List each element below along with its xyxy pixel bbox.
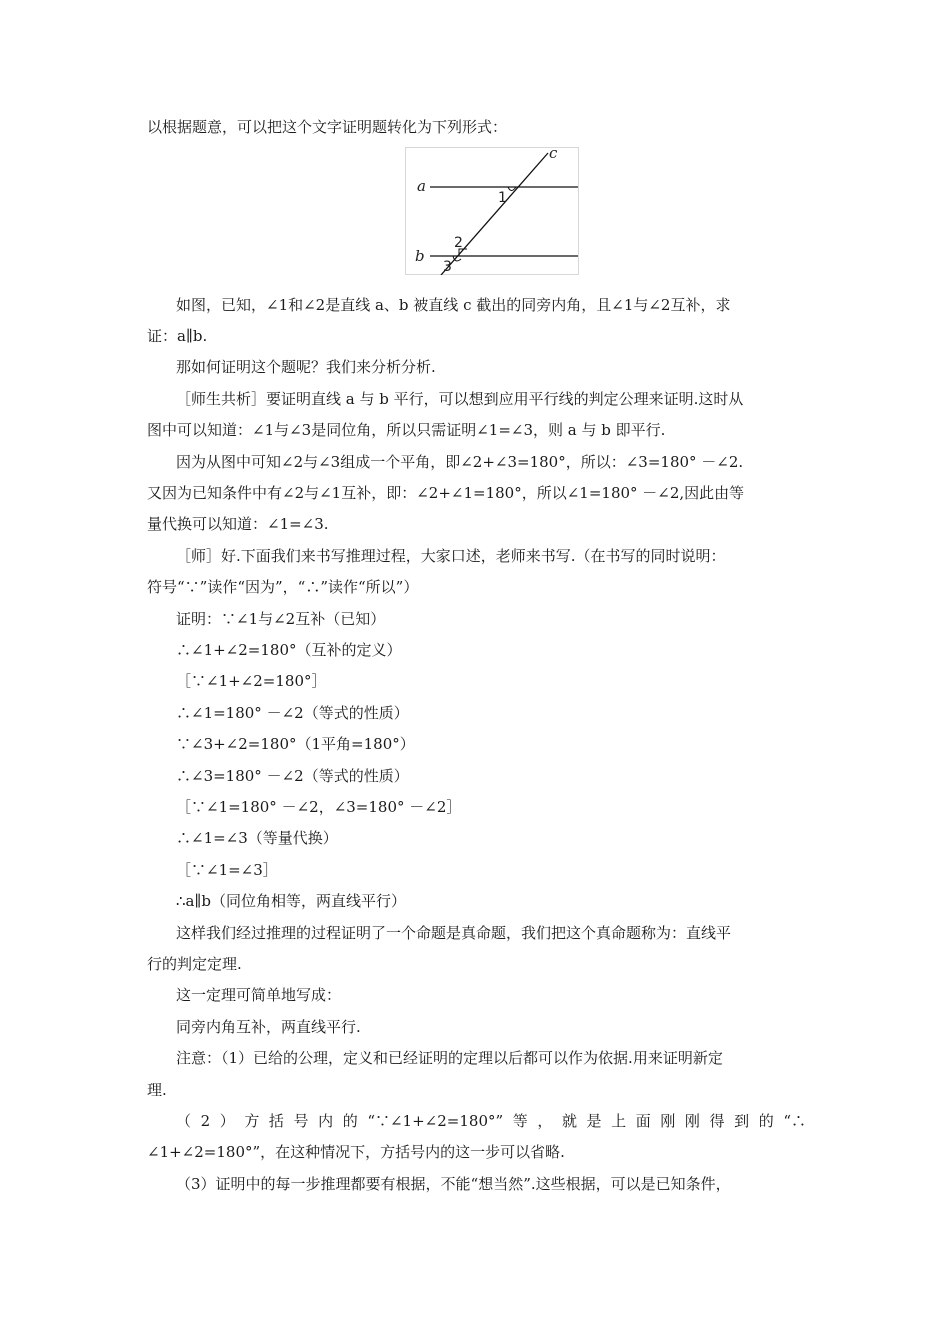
proof-line: ∵∠3+∠2=180°（1平角=180°） [176,735,415,753]
text-line: 图中可以知道：∠1与∠3是同位角，所以只需证明∠1=∠3，则 a 与 b 即平行. [147,421,666,439]
proof-line: ∴∠1=180° －∠2（等式的性质） [176,704,409,722]
label-a: a [417,177,426,195]
proof-line: ［∵∠1=∠3］ [176,861,278,879]
proof-line: ∴∠1=∠3（等量代换） [176,829,338,847]
note-line: 注意：（1）已给的公理，定义和已经证明的定理以后都可以作为依据.用来证明新定 [176,1049,723,1067]
text-line: ［师］好.下面我们来书写推理过程，大家口述，老师来书写.（在书写的同时说明： [176,547,726,565]
text-line: 以根据题意，可以把这个文字证明题转化为下列形式： [147,118,508,136]
proof-line: ∴a∥b（同位角相等，两直线平行） [176,892,407,910]
figure-svg [405,147,579,275]
text-line: 这样我们经过推理的过程证明了一个命题是真命题，我们把这个真命题称为：直线平 [176,924,732,942]
text-line: 这一定理可简单地写成： [176,986,342,1004]
text-line: 行的判定定理. [147,955,242,973]
note-line: 理. [147,1081,167,1099]
text-line: ［师生共析］要证明直线 a 与 b 平行，可以想到应用平行线的判定公理来证明.这时从 [176,390,744,408]
text-line: 如图，已知，∠1和∠2是直线 a、b 被直线 c 截出的同旁内角，且∠1与∠2互补，求 [176,296,731,314]
note-line: （3）证明中的每一步推理都要有根据，不能“想当然”.这些根据，可以是已知条件， [176,1175,731,1193]
text-line: 因为从图中可知∠2与∠3组成一个平角，即∠2+∠3=180°，所以：∠3=180° －∠2. [176,453,744,471]
angle-2-label: 2 [454,235,463,251]
theorem-line: 同旁内角互补，两直线平行. [176,1018,361,1036]
label-b: b [415,247,425,265]
parallel-lines-figure [405,147,579,275]
note-line: （2）方括号内的“∵∠1+∠2=180°”等，就是上面刚刚得到的“∴ [176,1112,806,1130]
text-line: 符号“∵”读作“因为”，“∴”读作“所以”） [147,578,419,596]
proof-line: ∴∠3=180° －∠2（等式的性质） [176,767,409,785]
angle-1-label: 1 [498,190,507,206]
note-line: ∠1+∠2=180°”，在这种情况下，方括号内的这一步可以省略. [147,1143,565,1161]
proof-line: ［∵∠1+∠2=180°］ [176,672,327,690]
text-line: 证：a∥b. [147,327,208,345]
text-line: 又因为已知条件中有∠2与∠1互补，即：∠2+∠1=180°，所以∠1=180° －∠2,因此由等 [147,484,745,502]
text-line: 量代换可以知道：∠1=∠3. [147,515,329,533]
label-c: c [549,147,558,162]
angle-3-label: 3 [443,259,452,275]
line-c [441,153,548,275]
proof-line: ∴∠1+∠2=180°（互补的定义） [176,641,402,659]
proof-line: 证明：∵∠1与∠2互补（已知） [176,610,386,628]
proof-line: ［∵∠1=180° －∠2，∠3=180° －∠2］ [176,798,462,816]
text-line: 那如何证明这个题呢？我们来分析分析. [176,358,436,376]
